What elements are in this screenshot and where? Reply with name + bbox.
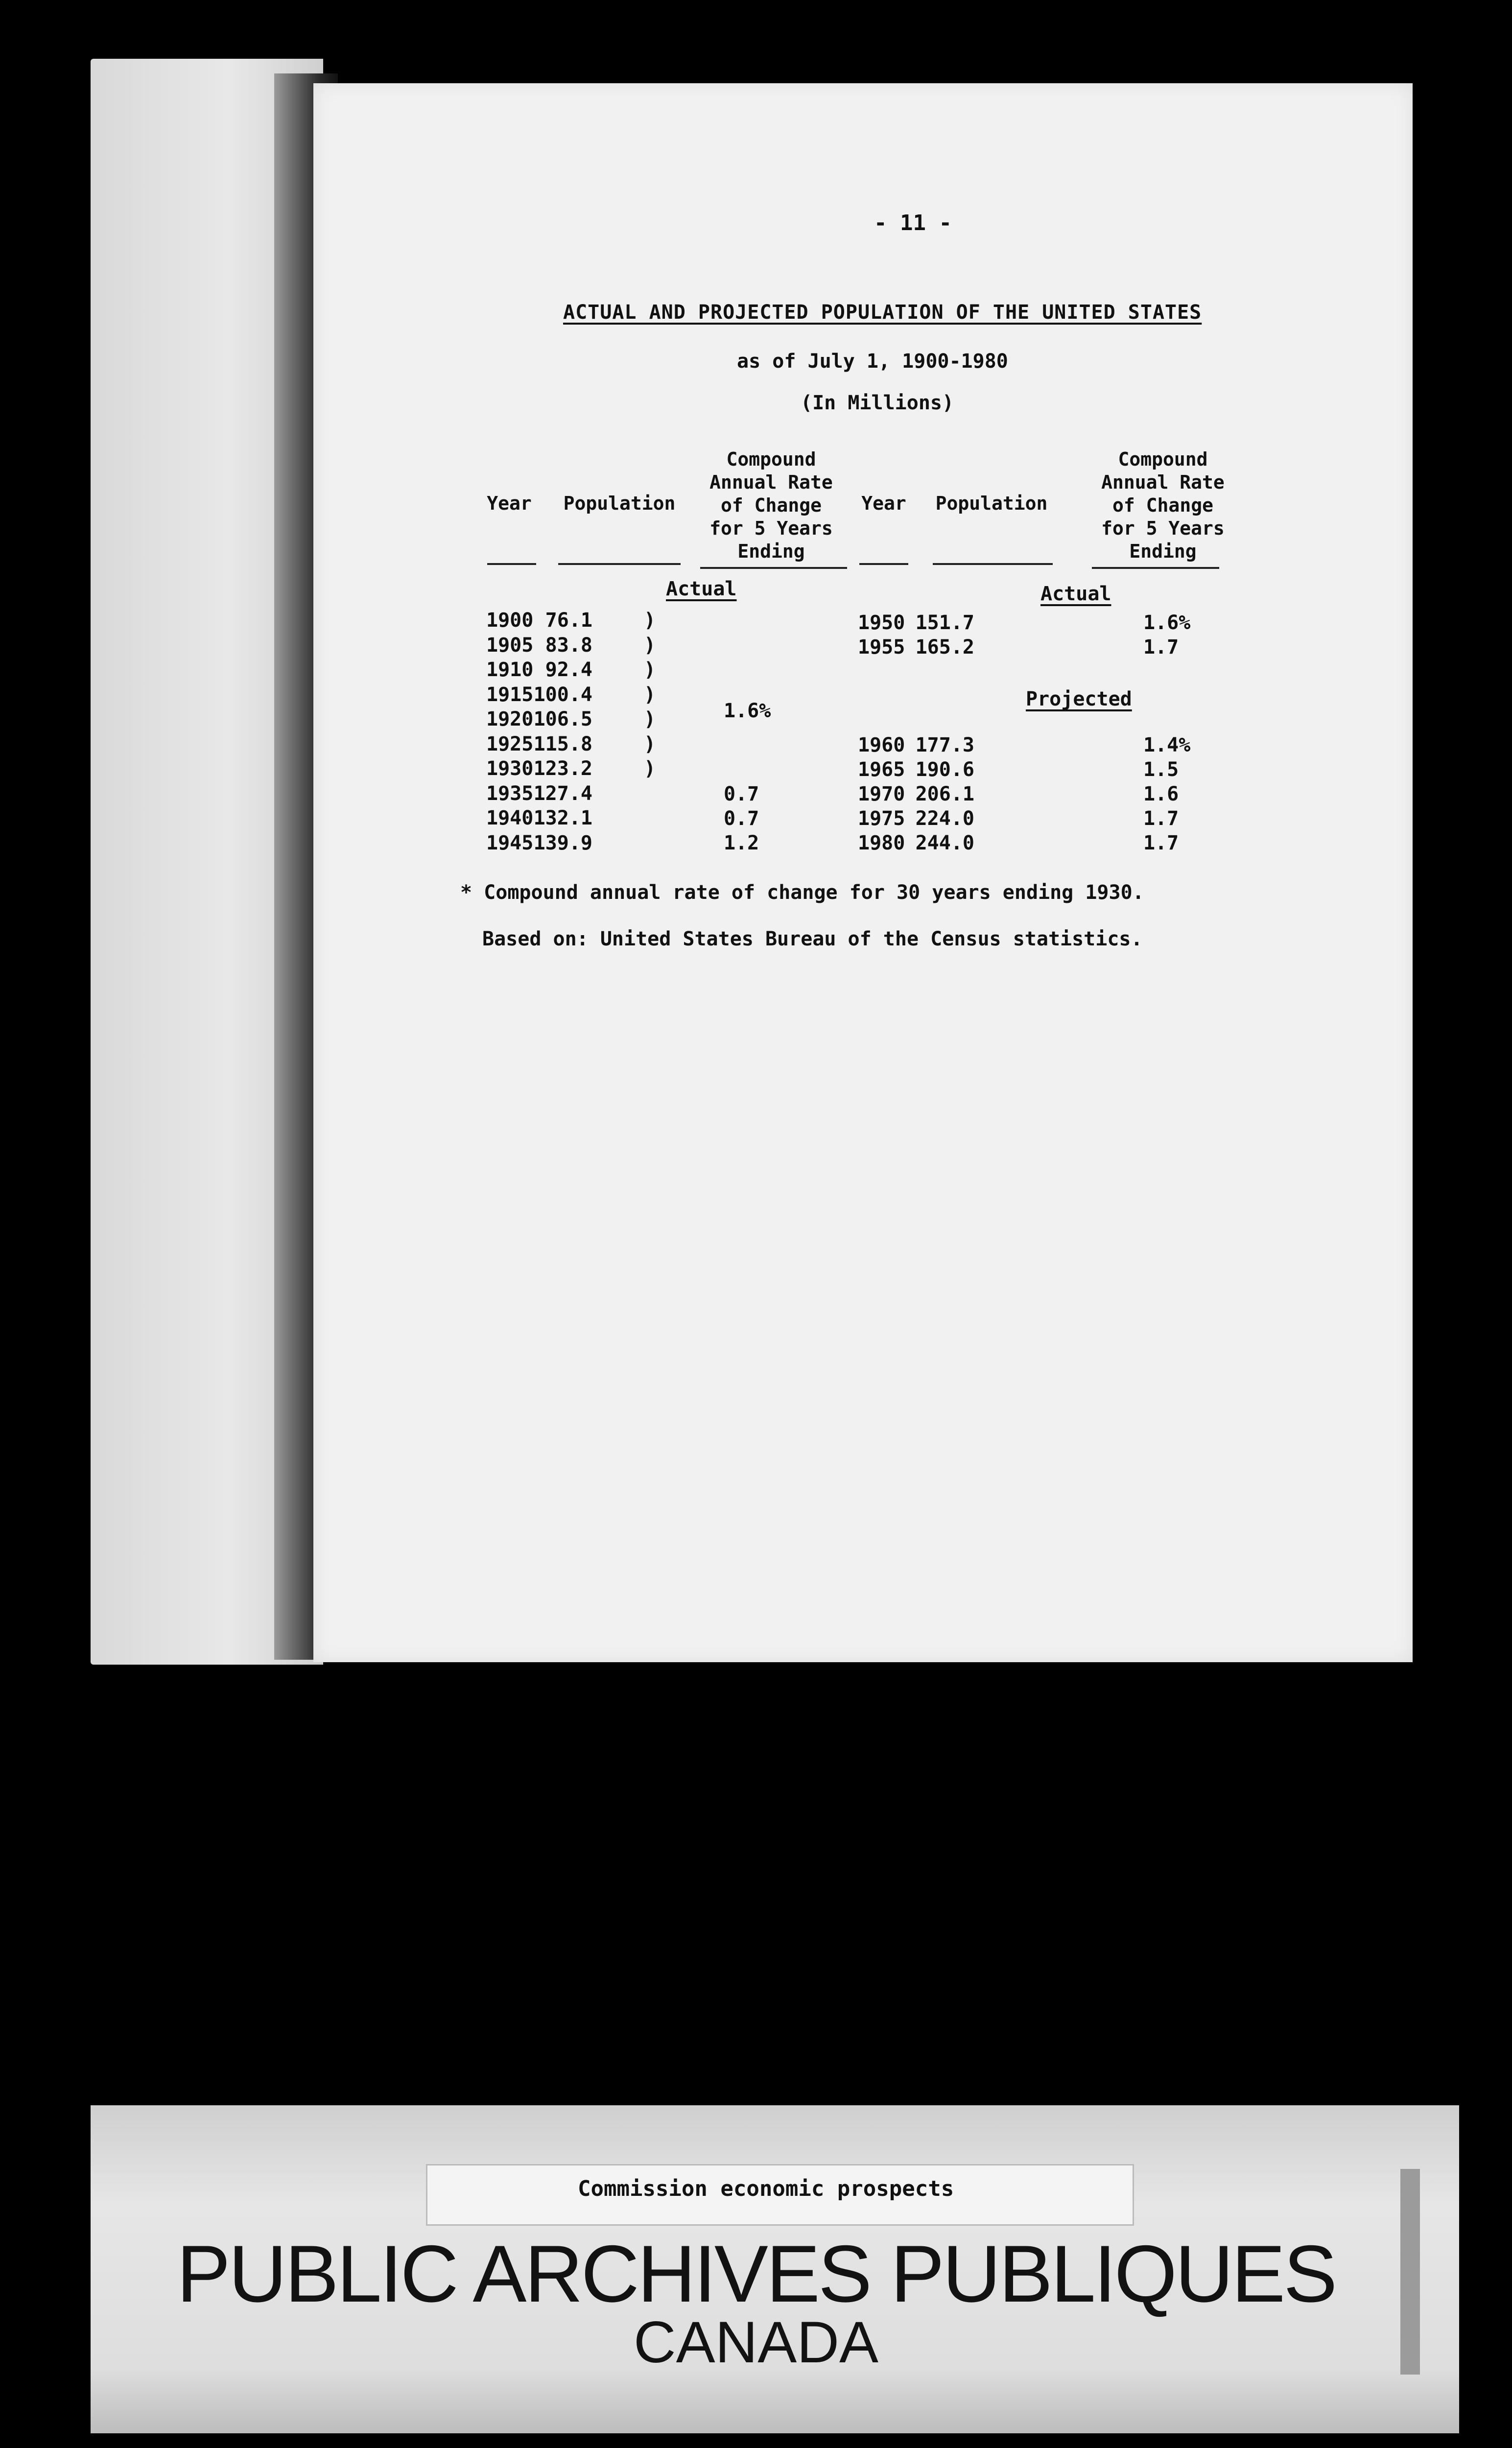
table-cell-population: 206.1 [915, 783, 974, 805]
bracket-mark: ) [644, 757, 656, 780]
table-cell-year: 1955 [858, 636, 905, 659]
table-cell-rate: 1.7 [1143, 636, 1179, 659]
table-cell-population: 127.4 [533, 782, 592, 805]
table-cell-year: 1900 [486, 609, 534, 632]
footnote: * Compound annual rate of change for 30 years ending 1930. [460, 881, 1144, 904]
table-cell-year: 1915 [486, 683, 534, 706]
bracket-mark: ) [644, 732, 656, 755]
underline-year-left [487, 563, 536, 565]
actual-label-right: Actual [1040, 583, 1111, 605]
rate-1940: 0.7 [724, 807, 759, 830]
bracket-mark: ) [644, 683, 656, 706]
header-year-left: Year [487, 493, 532, 514]
header-rate-left: Compound Annual Rate of Change for 5 Years Ending [709, 448, 833, 562]
date-line: as of July 1, 1900-1980 [737, 350, 1008, 373]
header-population-left: Population [563, 493, 676, 514]
table-cell-population: 132.1 [533, 807, 592, 829]
table-cell-population: 115.8 [533, 732, 592, 755]
table-cell-year: 1980 [858, 832, 905, 854]
rate-1935: 0.7 [724, 783, 759, 805]
table-cell-year: 1910 [486, 659, 534, 681]
table-cell-year: 1960 [858, 734, 905, 756]
rate-1945: 1.2 [724, 832, 759, 854]
underline-rate-right [1092, 567, 1219, 569]
page-number: - 11 - [874, 211, 952, 235]
table-cell-population: 244.0 [915, 832, 974, 854]
table-cell-population: 76.1 [545, 609, 592, 632]
table-cell-year: 1970 [858, 783, 905, 805]
bracket-mark: ) [644, 609, 656, 632]
table-cell-year: 1935 [486, 782, 534, 805]
table-cell-population: 100.4 [533, 683, 592, 706]
source-note: Based on: United States Bureau of the Census statistics. [482, 928, 1143, 950]
table-cell-year: 1905 [486, 634, 534, 657]
table-cell-population: 224.0 [915, 807, 974, 830]
table-cell-rate: 1.5 [1143, 758, 1179, 781]
table-cell-population: 123.2 [533, 757, 592, 780]
table-cell-population: 151.7 [915, 612, 974, 634]
units-line: (In Millions) [801, 392, 954, 414]
table-cell-population: 139.9 [533, 831, 592, 854]
table-cell-rate: 1.6 [1143, 783, 1179, 805]
archive-country: CANADA [633, 2309, 879, 2375]
projected-label: Projected [1026, 688, 1132, 710]
document-title: ACTUAL AND PROJECTED POPULATION OF THE UNITED STATES [563, 301, 1202, 324]
table-cell-rate: 1.6% [1143, 612, 1191, 634]
table-cell-population: 92.4 [545, 659, 592, 681]
bracket-mark: ) [644, 634, 656, 657]
table-cell-year: 1920 [486, 708, 534, 730]
table-cell-rate: 1.7 [1143, 832, 1179, 854]
table-cell-population: 165.2 [915, 636, 974, 659]
underline-rate-left [700, 567, 847, 569]
bracket-mark: ) [644, 659, 656, 681]
underline-population-right [933, 563, 1053, 565]
bracket-mark: ) [644, 708, 656, 730]
archive-name: PUBLIC ARCHIVES PUBLIQUES [176, 2229, 1336, 2319]
header-year-right: Year [861, 493, 906, 514]
table-cell-year: 1930 [486, 757, 534, 780]
table-cell-year: 1950 [858, 612, 905, 634]
table-cell-population: 106.5 [533, 708, 592, 730]
underline-year-right [859, 563, 908, 565]
table-cell-year: 1965 [858, 758, 905, 781]
table-cell-year: 1925 [486, 732, 534, 755]
header-population-right: Population [935, 493, 1048, 514]
table-cell-year: 1975 [858, 807, 905, 830]
bracket-rate: 1.6% [724, 700, 771, 722]
table-cell-rate: 1.4% [1143, 734, 1191, 756]
table-cell-population: 177.3 [915, 734, 974, 756]
table-cell-year: 1940 [486, 807, 534, 829]
table-cell-rate: 1.7 [1143, 807, 1179, 830]
archive-caption: Commission economic prospects [578, 2176, 954, 2201]
table-cell-population: 83.8 [545, 634, 592, 657]
table-cell-year: 1945 [486, 831, 534, 854]
actual-label-left: Actual [666, 578, 737, 600]
header-rate-right: Compound Annual Rate of Change for 5 Years Ending [1101, 448, 1225, 562]
underline-population-left [558, 563, 681, 565]
table-cell-population: 190.6 [915, 758, 974, 781]
